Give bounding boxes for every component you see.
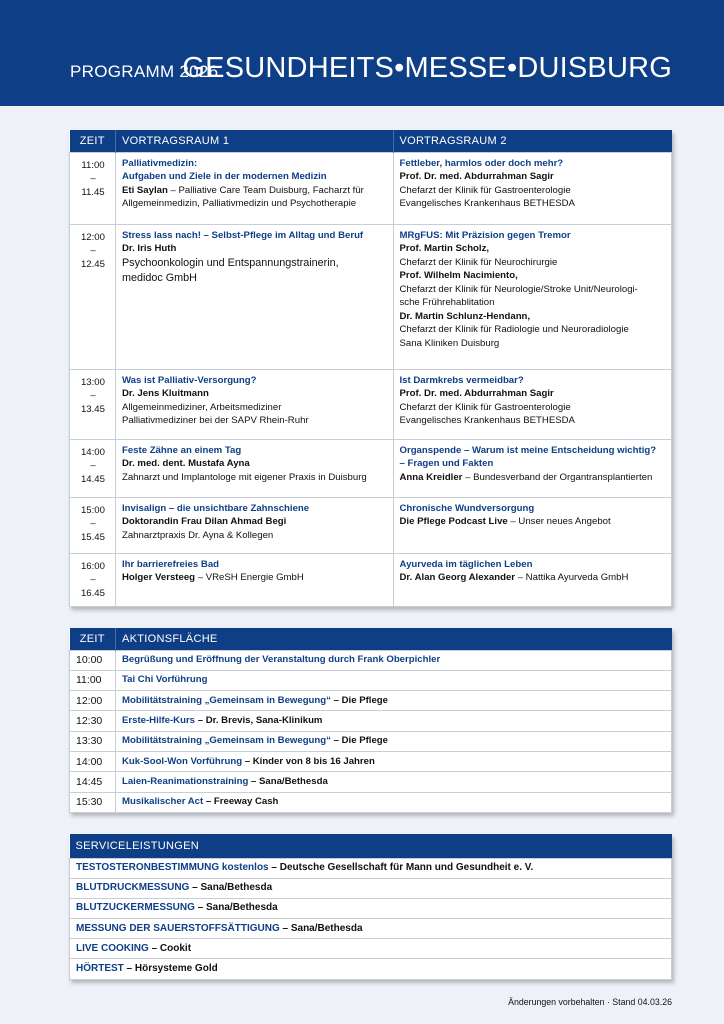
room1-cell: Palliativmedizin: Aufgaben und Ziele in der modernen Medizin Eti Saylan – Palliative Care Team Duisburg, Facharzt für Allgemeinmedizin, Palliativmedizin und Psychotherapie xyxy=(115,152,393,224)
services-table xyxy=(69,834,672,980)
services-table-header xyxy=(70,834,672,858)
talk-title: MRgFUS: Mit Präzision gegen Tremor xyxy=(399,229,571,241)
table-row: 13:30 Mobilitätstraining „Gemeinsam in Bewegung“ – Die Pflege xyxy=(70,731,672,751)
table-row xyxy=(70,439,672,497)
room2-cell: Ist Darmkrebs vermeidbar? Prof. Dr. med. Abdurrahman Sagir Chefarzt der Klinik für Gastroenterologie Evangelisches Krankenhaus BETHESDA xyxy=(393,369,672,439)
talk-title: Palliativmedizin: xyxy=(121,157,198,169)
speaker-name: Holger Versteeg xyxy=(121,572,196,583)
room1-cell: Stress lass nach! – Selbst-Pflege im Alltag und Beruf Dr. Iris Huth Psychoonkologin und Entspannungstrainerin, medidoc GmbH xyxy=(115,224,393,369)
speaker-name: Dr. med. dent. Mustafa Ayna xyxy=(121,458,250,469)
room2-cell: Organspende – Warum ist meine Entscheidung wichtig? – Fragen und Fakten Anna Kreidler – Bundesverband der Organtransplantierten xyxy=(393,439,672,497)
table-row: MESSUNG DER SAUERSTOFFSÄTTIGUNG – Sana/Bethesda xyxy=(70,919,672,939)
talk-title: Fettleber, harmlos oder doch mehr? xyxy=(399,157,564,169)
table-row xyxy=(70,369,672,439)
action-table-header xyxy=(70,628,672,650)
time-cell: 15:00 – 15.45 xyxy=(70,497,116,553)
program-label: PROGRAMM 2026 xyxy=(70,62,219,81)
table-row: 12:00 Mobilitätstraining „Gemeinsam in Bewegung“ – Die Pflege xyxy=(70,691,672,711)
table-row: BLUTZUCKERMESSUNG – Sana/Bethesda xyxy=(70,898,672,918)
talk-title: Chronische Wundversorgung xyxy=(399,502,535,514)
talk-title: Ayurveda im täglichen Leben xyxy=(399,558,533,570)
action-table xyxy=(69,628,672,813)
speaker-name: Dr. Alan Georg Alexander xyxy=(399,572,516,583)
table-row xyxy=(70,224,672,369)
col-time: ZEIT xyxy=(70,130,116,152)
talk-title: Feste Zähne an einem Tag xyxy=(121,444,242,456)
table-row: HÖRTEST – Hörsysteme Gold xyxy=(70,959,672,979)
speaker-name: Doktorandin Frau Dilan Ahmad Begi xyxy=(121,516,287,527)
room1-cell: Was ist Palliativ-Versorgung? Dr. Jens Kluitmann Allgemeinmediziner, Arbeitsmediziner Palliativmediziner bei der SAPV Rhein-Ruhr xyxy=(115,369,393,439)
speaker-name: Dr. Jens Kluitmann xyxy=(121,388,209,399)
header-banner xyxy=(0,0,724,106)
table-row: LIVE COOKING – Cookit xyxy=(70,939,672,959)
table-row: 14:00 Kuk-Sool-Won Vorführung – Kinder von 8 bis 16 Jahren xyxy=(70,751,672,771)
col-area: AKTIONSFLÄCHE xyxy=(115,628,671,650)
time-cell: 12:00 – 12.45 xyxy=(70,224,116,369)
table-row: 14:45 Laien-Reanimationstraining – Sana/Bethesda xyxy=(70,772,672,792)
speaker-name: Prof. Martin Scholz, xyxy=(399,243,490,254)
table-row: 12:30 Erste-Hilfe-Kurs – Dr. Brevis, Sana-Klinikum xyxy=(70,711,672,731)
col-time: ZEIT xyxy=(70,628,116,650)
col-room1: VORTRAGSRAUM 1 xyxy=(115,130,393,152)
talk-title: Organspende – Warum ist meine Entscheidung wichtig? xyxy=(399,444,657,456)
room2-cell: MRgFUS: Mit Präzision gegen Tremor Prof. Martin Scholz, Chefarzt der Klinik für Neurochirurgie Prof. Wilhelm Nacimiento, Chefarzt der Klinik für Neurologie/Stroke Unit/Neurologi- sche Frührehablitation Dr. Martin Schlunz-Hendann, Chefarzt der Klinik für Radiologie und Neuroradiologie Sana Kliniken Duisburg xyxy=(393,224,672,369)
room1-cell: Ihr barrierefreies Bad Holger Versteeg – VReSH Energie GmbH xyxy=(115,553,393,606)
table-row: 11:00 Tai Chi Vorführung xyxy=(70,670,672,690)
talk-title: Invisalign – die unsichtbare Zahnschiene xyxy=(121,502,310,514)
talk-title: Ist Darmkrebs vermeidbar? xyxy=(399,374,524,386)
room2-cell: Fettleber, harmlos oder doch mehr? Prof. Dr. med. Abdurrahman Sagir Chefarzt der Klinik für Gastroenterologie Evangelisches Krankenhaus BETHESDA xyxy=(393,152,672,224)
time-cell: 16:00 – 16.45 xyxy=(70,553,116,606)
speaker-name: Prof. Wilhelm Nacimiento, xyxy=(399,270,518,281)
speaker-name: Dr. Martin Schlunz-Hendann, xyxy=(399,310,531,322)
page-title: GESUNDHEITS•MESSE•DUISBURG xyxy=(182,52,672,84)
speaker-name: Prof. Dr. med. Abdurrahman Sagir xyxy=(399,171,554,182)
lecture-table-header xyxy=(70,130,672,152)
speaker-name: Anna Kreidler xyxy=(399,471,463,483)
speaker-name: Dr. Iris Huth xyxy=(121,243,177,254)
table-row xyxy=(70,553,672,606)
lecture-table xyxy=(69,130,672,607)
talk-title: Stress lass nach! – Selbst-Pflege im Alltag und Beruf xyxy=(121,229,364,241)
speaker-name: Eti Saylan xyxy=(121,184,168,196)
talk-title: Was ist Palliativ-Versorgung? xyxy=(121,374,257,386)
talk-title: – Fragen und Fakten xyxy=(399,458,494,469)
table-row xyxy=(70,152,672,224)
services-heading: SERVICELEISTUNGEN xyxy=(70,834,672,858)
table-row xyxy=(70,497,672,553)
speaker-name: Die Pflege Podcast Live xyxy=(399,516,508,527)
col-room2: VORTRAGSRAUM 2 xyxy=(393,130,672,152)
time-cell: 14:00 – 14.45 xyxy=(70,439,116,497)
table-row: BLUTDRUCKMESSUNG – Sana/Bethesda xyxy=(70,878,672,898)
room2-cell: Chronische Wundversorgung Die Pflege Podcast Live – Unser neues Angebot xyxy=(393,497,672,553)
table-row: 15:30 Musikalischer Act – Freeway Cash xyxy=(70,792,672,812)
room1-cell: Feste Zähne an einem Tag Dr. med. dent. Mustafa Ayna Zahnarzt und Implantologe mit eigener Praxis in Duisburg xyxy=(115,439,393,497)
footer-note: Änderungen vorbehalten · Stand 04.03.26 xyxy=(508,997,672,1007)
speaker-name: Prof. Dr. med. Abdurrahman Sagir xyxy=(399,388,554,399)
room1-cell: Invisalign – die unsichtbare Zahnschiene Doktorandin Frau Dilan Ahmad Begi Zahnarztpraxis Dr. Ayna & Kollegen xyxy=(115,497,393,553)
talk-title: Ihr barrierefreies Bad xyxy=(121,558,220,570)
table-row: 10:00 Begrüßung und Eröffnung der Veranstaltung durch Frank Oberpichler xyxy=(70,650,672,670)
time-cell: 13:00 – 13.45 xyxy=(70,369,116,439)
room2-cell: Ayurveda im täglichen Leben Dr. Alan Georg Alexander – Nattika Ayurveda GmbH xyxy=(393,553,672,606)
time-cell: 11:00 – 11.45 xyxy=(70,152,116,224)
table-row: TESTOSTERONBESTIMMUNG kostenlos – Deutsche Gesellschaft für Mann und Gesundheit e. V. xyxy=(70,858,672,878)
talk-title: Aufgaben und Ziele in der modernen Medizin xyxy=(121,171,327,182)
